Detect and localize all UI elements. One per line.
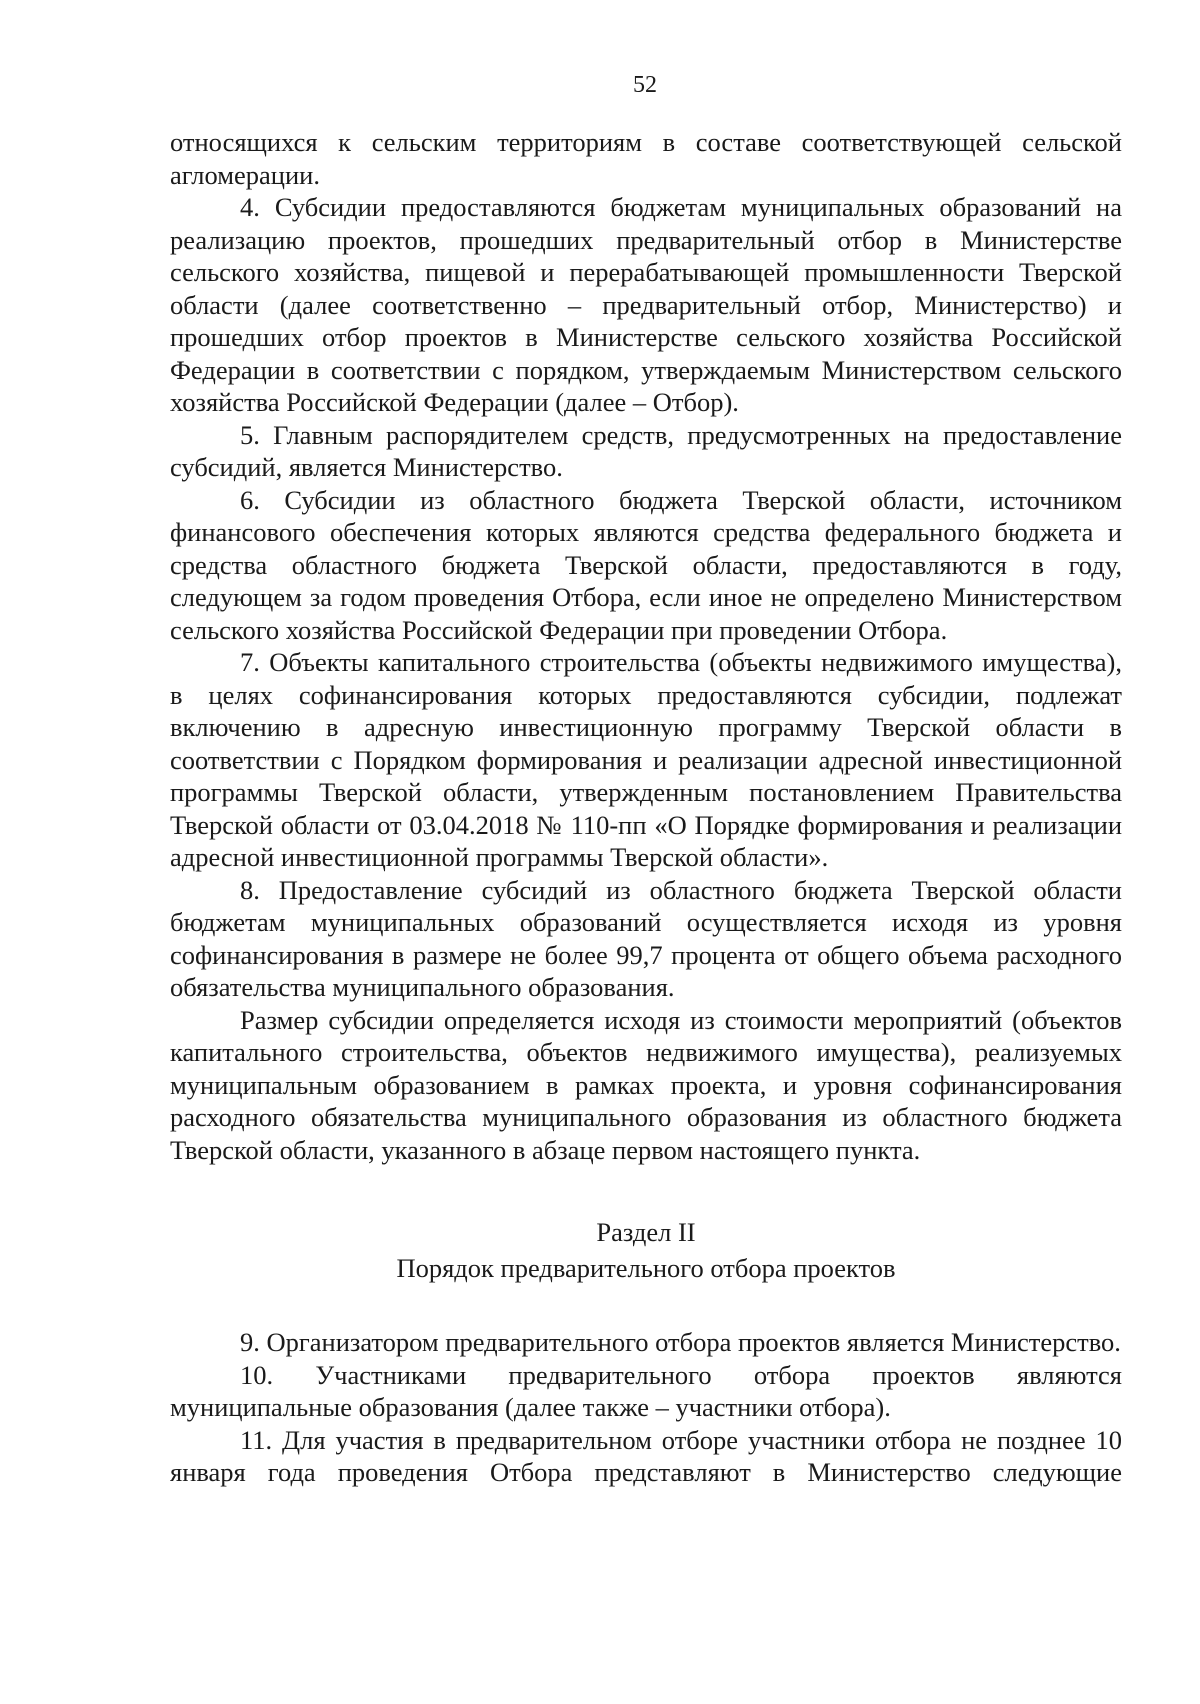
page-number: 52 [633, 72, 657, 98]
section-title: Порядок предварительного отбора проектов [396, 1253, 896, 1283]
paragraph-item-7: 7. Объекты капитального строительства (объекты недвижимого имущества), в целях софинансирования которых предоставляются субсидии, подлежат включению в адресную инвестиционную программу Тверской области в соответствии с Порядком формирования и реализации адресной инвестиционной программы Тверской области, утвержденным постановлением Правительства Тверской области от 03.04.2018 № 110-пп «О Порядке формирования и реализации адресной инвестиционной программы Тверской области». [170, 647, 1122, 872]
paragraph-item-9: 9. Организатором предварительного отбора проектов является Министерство. [240, 1327, 1121, 1357]
paragraph-item-5: 5. Главным распорядителем средств, предусмотренных на предоставление субсидий, является Министерство. [170, 419, 1122, 482]
paragraph-item-8: 8. Предоставление субсидий из областного бюджета Тверской области бюджетам муниципальных образований осуществляется исходя из уровня софинансирования в размере не более 99,7 процента от общего объема расходного обязательства муниципального образования. [170, 874, 1122, 1002]
paragraph-item-6: 6. Субсидии из областного бюджета Тверской области, источником финансового обеспечения которых являются средства федерального бюджета и средства областного бюджета Тверской области, предоставляются в году, следующем за годом проведения Отбора, если иное не определено Министерством сельского хозяйства Российской Федерации при проведении Отбора. [170, 484, 1122, 645]
section-label: Раздел II [596, 1217, 696, 1247]
paragraph-item-11: 11. Для участия в предварительном отборе участники отбора не позднее 10 января года проведения Отбора представляют в Министерство следующие [170, 1424, 1122, 1487]
paragraph-item-10: 10. Участниками предварительного отбора проектов являются муниципальные образования (далее также – участники отбора). [170, 1359, 1122, 1422]
document-body [170, 126, 1122, 1489]
paragraph-item-4: 4. Субсидии предоставляются бюджетам муниципальных образований на реализацию проектов, прошедших предварительный отбор в Министерстве сельского хозяйства, пищевой и перерабатывающей промышленности Тверской области (далее соответственно – предварительный отбор, Министерство) и прошедших отбор проектов в Министерстве сельского хозяйства Российской Федерации в соответствии с порядком, утверждаемым Министерством сельского хозяйства Российской Федерации (далее – Отбор). [170, 192, 1122, 417]
paragraph-continuation: относящихся к сельским территориям в составе соответствующей сельской агломерации. [170, 127, 1122, 190]
paragraph-subsidy-size: Размер субсидии определяется исходя из стоимости мероприятий (объектов капитального строительства, объектов недвижимого имущества), реализуемых муниципальным образованием в рамках проекта, и уровня софинансирования расходного обязательства муниципального образования из областного бюджета Тверской области, указанного в абзаце первом настоящего пункта. [170, 1004, 1122, 1165]
section-heading [170, 1214, 1122, 1286]
